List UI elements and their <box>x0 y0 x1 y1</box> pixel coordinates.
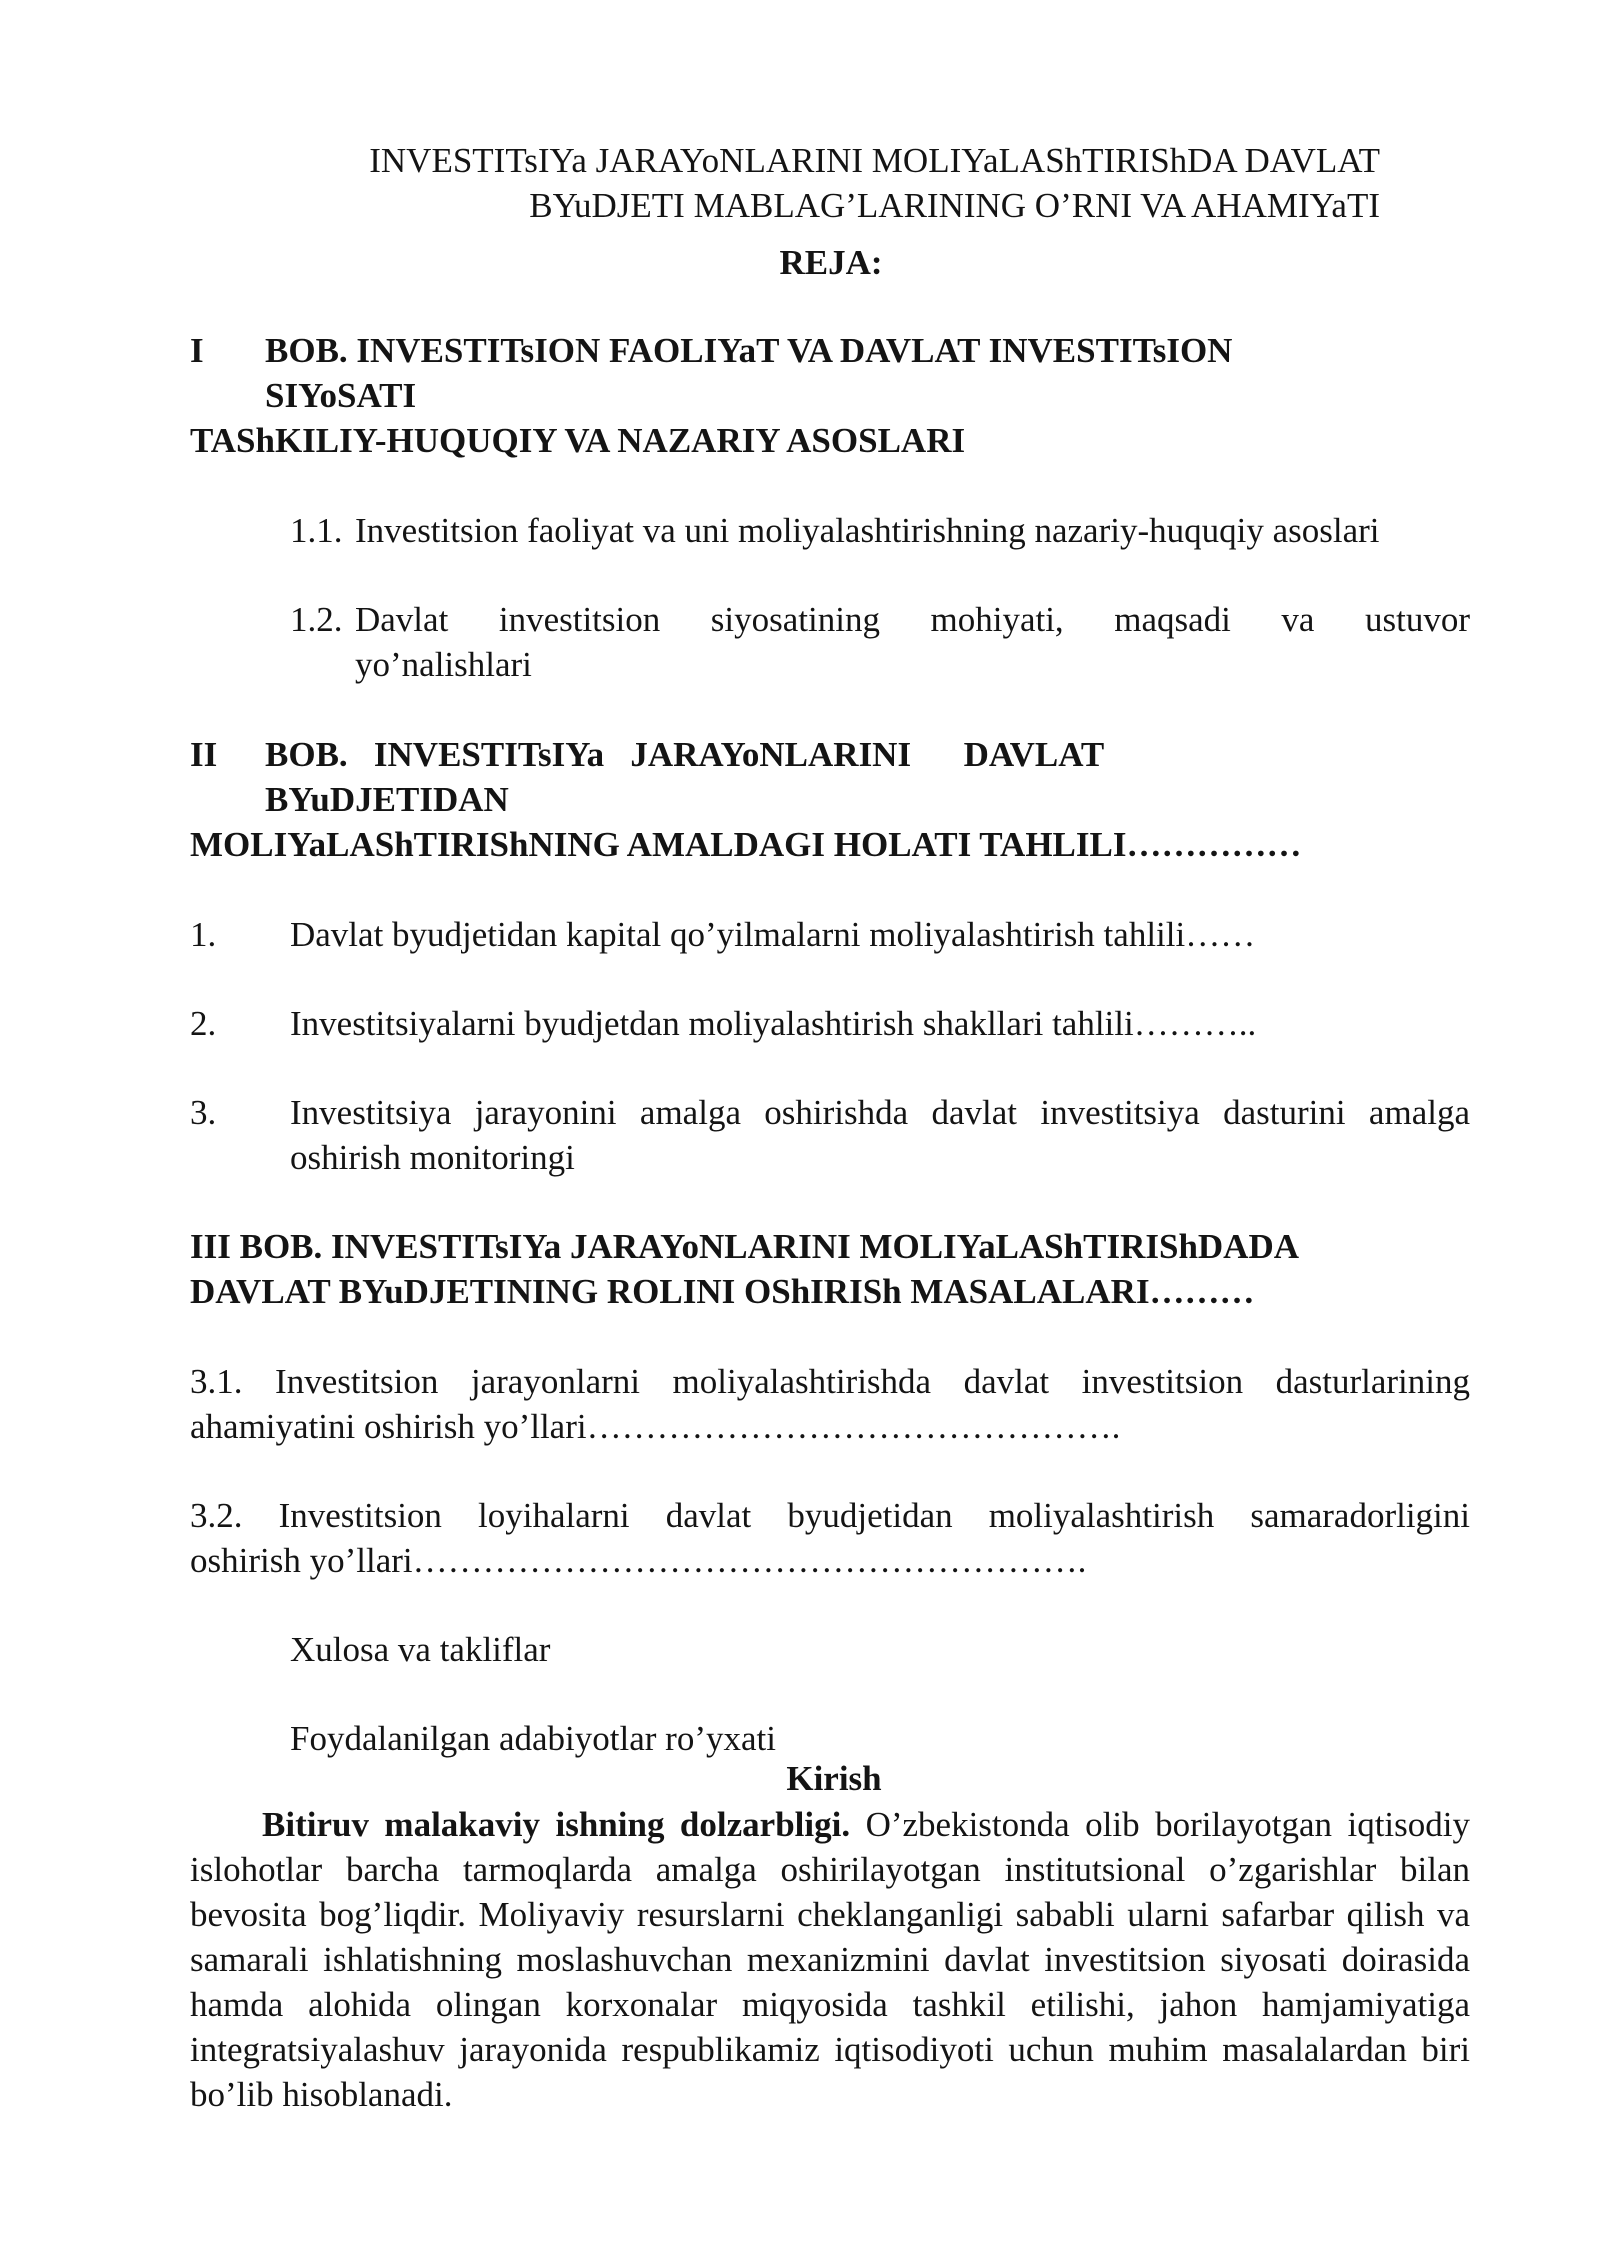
item-3-line-1: Investitsiya jarayonini amalga oshirishda davlat investitsiya dasturini amalga <box>290 1093 1470 1132</box>
intro-heading: Kirish <box>786 1759 882 1798</box>
chapter-1-line-3: TAShKILIY-HUQUQIY VA NAZARIY ASOSLARI <box>190 421 966 460</box>
references-item: Foydalanilgan adabiyotlar ro’yxati <box>290 1719 776 1758</box>
item-1-number: 1. <box>190 915 217 954</box>
section-1-2-line-2: yo’nalishlari <box>355 645 532 684</box>
conclusion-item: Xulosa va takliflar <box>290 1630 551 1669</box>
chapter-1-line-1: BOB. INVESTITsION FAOLIYaT VA DAVLAT INVESTITsION <box>265 331 1233 370</box>
intro-paragraph <box>190 1802 1470 2117</box>
section-3-2-line-2: oshirish yo’llari…………………………………………………. <box>190 1541 1087 1580</box>
item-3-number: 3. <box>190 1093 217 1132</box>
chapter-3-line-1: III BOB. INVESTITsIYa JARAYoNLARINI MOLIYaLAShTIRIShDADA <box>190 1227 1300 1266</box>
title-line-1: INVESTITsIYa JARAYoNLARINI MOLIYaLAShTIRIShDA DAVLAT <box>369 141 1380 180</box>
chapter-2-heading <box>265 732 1215 822</box>
item-2-number: 2. <box>190 1004 217 1043</box>
chapter-1-heading <box>265 328 1465 418</box>
plan-heading: REJA: <box>779 243 883 282</box>
chapter-2-line-2: BYuDJETIDAN <box>265 780 509 819</box>
section-3-1-line-1: 3.1. Investitsion jarayonlarni moliyalashtirishda davlat investitsion dasturlarining <box>190 1362 1470 1401</box>
chapter-1-number: I <box>190 331 204 370</box>
chapter-2-line-3: MOLIYaLAShTIRIShNING AMALDAGI HOLATI TAHLILI…………… <box>190 825 1302 864</box>
document-title <box>190 138 1380 228</box>
chapter-2-number: II <box>190 735 218 774</box>
item-3-line-2: oshirish monitoringi <box>290 1138 575 1177</box>
section-3-2 <box>190 1493 1470 1583</box>
section-1-2-number: 1.2. <box>290 600 343 639</box>
section-3-1-line-2: ahamiyatini oshirish yo’llari………………………………………. <box>190 1407 1121 1446</box>
chapter-2-line-1: BOB. INVESTITsIYa JARAYoNLARINI DAVLAT <box>265 735 1105 774</box>
item-1-text: Davlat byudjetidan kapital qo’yilmalarni moliyalashtirish tahlili…… <box>290 915 1256 954</box>
chapter-1-line-2: SIYoSATI <box>265 376 417 415</box>
item-3-text <box>290 1090 1470 1180</box>
intro-text: O’zbekistonda olib borilayotgan iqtisodiy islohotlar barcha tarmoqlarda amalga oshirilayotgan institutsional o’zgarishlar bilan bevosita bog’liqdir. Moliyaviy resurslarni cheklanganligi sababli ularni safarbar qilish va samarali ishlatishning moslashuvchan mexanizmini davlat investitsion siyosati doirasida hamda alohida olingan korxonalar miqyosida tashkil etilishi, jahon hamjamiyatiga integratsiyalashuv jarayonida respublikamiz iqtisodiyoti uchun muhim masalalardan biri bo’lib hisoblanadi. <box>190 1805 1470 2114</box>
section-3-2-line-1: 3.2. Investitsion loyihalarni davlat byudjetidan moliyalashtirish samaradorligini <box>190 1496 1470 1535</box>
item-2-text: Investitsiyalarni byudjetdan moliyalashtirish shakllari tahlili……….. <box>290 1004 1257 1043</box>
section-1-1-text: Investitsion faoliyat va uni moliyalashtirishning nazariy-huquqiy asoslari <box>355 511 1380 550</box>
section-3-1 <box>190 1359 1470 1449</box>
section-1-1-number: 1.1. <box>290 511 343 550</box>
intro-lead: Bitiruv malakaviy ishning dolzarbligi. <box>262 1805 851 1844</box>
section-1-2-text <box>355 597 1470 687</box>
title-line-2: BYuDJETI MABLAG’LARINING O’RNI VA AHAMIYaTI <box>529 186 1380 225</box>
chapter-3-line-2: DAVLAT BYuDJETINING ROLINI OShIRISh MASALALARI……… <box>190 1272 1255 1311</box>
section-1-2-line-1: Davlat investitsion siyosatining mohiyati, maqsadi va ustuvor <box>355 600 1470 639</box>
